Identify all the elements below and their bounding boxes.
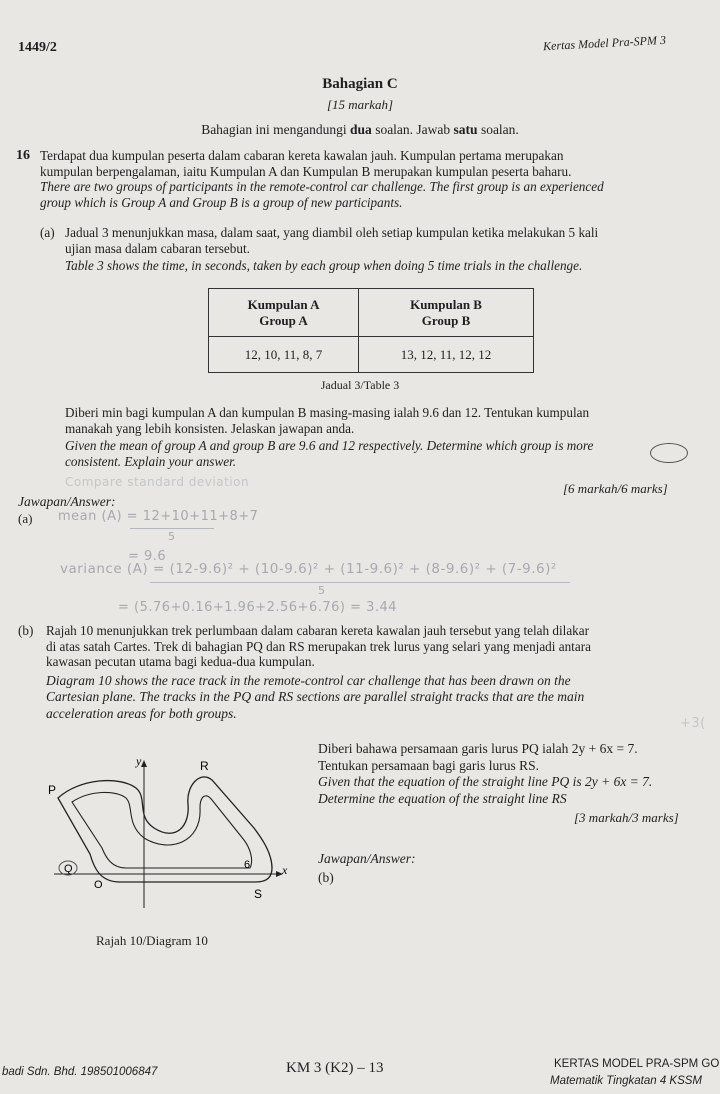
part-a-intro: Jadual 3 menunjukkan masa, dalam saat, yang diambil oleh setiap kumpulan ketika melakukan 5 kali ujian masa dalam cabaran tersebut. Table 3 shows the time, in seconds, taken by each group when doing 5 time trials in the challenge. [65,225,599,273]
part-a-answer-part: (a) [18,511,33,526]
table-caption: Jadual 3/Table 3 [320,378,400,392]
label-six: 6 [244,859,251,871]
part-b-label: (b) [18,623,34,638]
section-title: Bahagian C [322,76,398,92]
part-a-question: Diberi min bagi kumpulan A dan kumpulan B masing-masing ialah 9.6 dan 12. Tentukan kumpulan manakah yang lebih konsisten. Jelaskan jawapan anda. Given the mean of group A and group B are 9.6 and 12 respectively. Determine which group is more consistent. Explain your answer. [65,405,594,469]
label-y: y [136,756,142,768]
handwriting-mean-result: = 9.6 [128,549,167,564]
footer-page: KM 3 (K2) – 13 [286,1060,384,1076]
footer-publisher: badi Sdn. Bhd. 198501006847 [2,1066,158,1078]
booklet-title: Kertas Model Pra-SPM 3 [542,32,667,54]
part-b-intro: Rajah 10 menunjukkan trek perlumbaan dalam cabaran kereta kawalan jauh tersebut yang telah dilakar di atas satah Cartes. Trek di bahagian PQ dan RS merupakan trek lurus yang selari yang menjadi antara kawasan pecutan utama bagi kedua-dua kumpulan. Diagram 10 shows the race track in the remote-control car challenge that has been drawn on the Cartesian plane. The tracks in the PQ and RS sections are parallel straight tracks that are the main acceleration areas for both groups. [46,623,591,721]
diagram-10-race-track [40,756,310,931]
track-inner [72,792,252,868]
part-a-answer-label: Jawapan/Answer: [18,494,116,509]
handwriting-variance: variance (A) = (12-9.6)² + (10-9.6)² + (11-9.6)² + (8-9.6)² + (7-9.6)² [60,561,557,577]
footer-series: KERTAS MODEL PRA-SPM GO [554,1058,720,1070]
part-b-answer-label: Jawapan/Answer: [318,851,416,866]
section-instruction: Bahagian ini mengandungi dua soalan. Jawab satu soalan. [201,122,519,137]
label-q: Q [64,863,73,875]
part-b-question: Diberi bahawa persamaan garis lurus PQ ialah 2y + 6x = 7. Tentukan persamaan bagi garis lurus RS. Given that the equation of the straight line PQ is 2y + 6x = 7. Determine the equation of the straight line RS [318,741,653,806]
part-b-answer-part: (b) [318,870,334,885]
table-header-group-a: Kumpulan A Group A [209,289,359,337]
handwriting-line-1: Compare standard deviation [65,475,250,489]
table-cell-group-a: 12, 10, 11, 8, 7 [209,337,359,373]
handwriting-variance-result: = (5.76+0.16+1.96+2.56+6.76) = 3.44 [118,600,398,615]
section-marks: [15 markah] [326,97,394,112]
part-b-marks: [3 markah/3 marks] [574,810,679,825]
part-a-label: (a) [40,225,55,240]
y-axis-arrow [141,760,147,767]
footer-subtitle: Matematik Tingkatan 4 KSSM [550,1075,703,1087]
label-origin: O [94,879,103,891]
paper-code: 1449/2 [18,40,57,55]
part-a-marks: [6 markah/6 marks] [563,481,668,496]
table-3 [208,288,534,373]
label-r: R [200,759,209,773]
question-number: 16 [16,148,30,163]
label-s: S [254,887,263,901]
diagram-caption: Rajah 10/Diagram 10 [96,933,208,948]
label-p: P [48,783,57,797]
fraction-bar-2 [150,582,570,583]
handwriting-mean: mean (A) = 12+10+11+8+7 [58,509,259,524]
handwriting-mean-den: 5 [168,530,176,543]
fraction-bar-1 [130,528,214,529]
label-x: x [282,863,288,877]
handwriting-margin-note: +3( [680,716,706,731]
table-cell-group-b: 13, 12, 11, 12, 12 [359,337,534,373]
hand-circle-mark [650,443,688,463]
question-intro: Terdapat dua kumpulan peserta dalam cabaran kereta kawalan jauh. Kumpulan pertama merupakan kumpulan berpengalaman, iaitu Kumpulan A dan Kumpulan B merupakan kumpulan peserta baharu. There are two groups of participants in the remote-control car challenge. The first group is an experienced group which is Group A and Group B is a group of new participants. [40,148,604,210]
handwriting-variance-den: 5 [318,584,326,597]
table-header-group-b: Kumpulan B Group B [359,289,534,337]
